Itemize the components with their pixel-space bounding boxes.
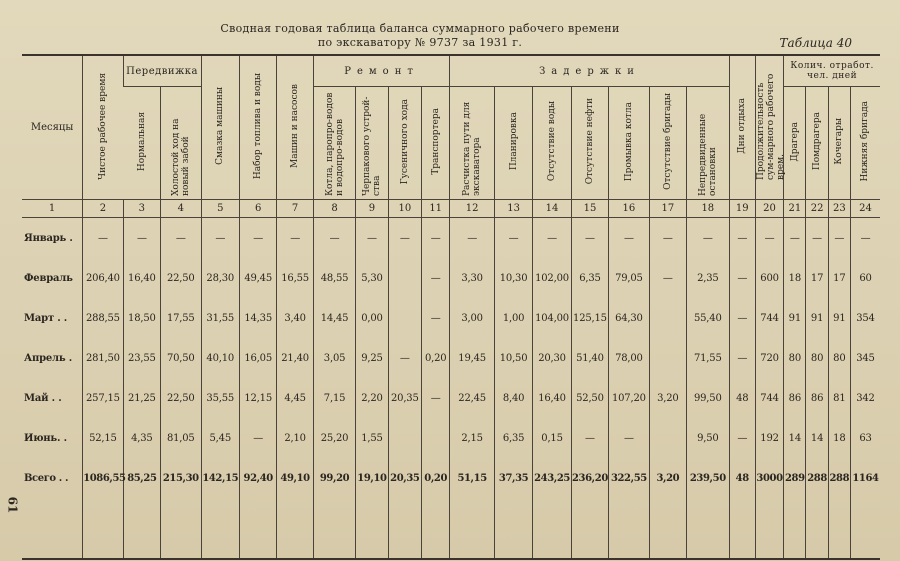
table-cell: 14 <box>784 418 806 458</box>
column-number: 23 <box>828 200 850 218</box>
column-number: 1 <box>22 200 83 218</box>
table-cell: — <box>533 218 571 259</box>
bottom-rule-cell <box>161 558 201 559</box>
col-header-15: Отсутствие нефти <box>571 87 608 200</box>
table-cell: — <box>388 338 421 378</box>
table-cell <box>388 258 421 298</box>
table-bottom-rule <box>22 558 880 559</box>
table-cell: 1,00 <box>494 298 532 338</box>
column-number: 6 <box>239 200 276 218</box>
table-cell: — <box>687 218 730 259</box>
column-number: 13 <box>494 200 532 218</box>
table-cell: 104,00 <box>533 298 571 338</box>
table-cell: 102,00 <box>533 258 571 298</box>
total-cell: 142,15 <box>201 458 239 498</box>
column-number: 14 <box>533 200 571 218</box>
table-cell: 35,55 <box>201 378 239 418</box>
table-cell: — <box>313 218 355 259</box>
col-header-8: Котла, паропро-водов и водопро-водов <box>313 87 355 200</box>
total-cell: 288 <box>828 458 850 498</box>
table-cell: 10,50 <box>494 338 532 378</box>
column-number: 11 <box>422 200 450 218</box>
table-cell: 16,40 <box>123 258 160 298</box>
total-cell: 1164 <box>850 458 880 498</box>
column-number: 18 <box>687 200 730 218</box>
table-cell <box>388 298 421 338</box>
table-cell: 78,00 <box>609 338 649 378</box>
table-cell: 17,55 <box>161 298 201 338</box>
col-header-9: Черпакового устрой-ства <box>356 87 388 200</box>
bottom-rule-cell <box>828 558 850 559</box>
table-cell: 125,15 <box>571 298 608 338</box>
column-number: 9 <box>356 200 388 218</box>
col-header-4: Холостой ход на новый забой <box>161 87 201 200</box>
table-cell: 345 <box>850 338 880 378</box>
table-cell: — <box>494 218 532 259</box>
empty-cell <box>755 498 783 558</box>
total-cell: 236,20 <box>571 458 608 498</box>
col-header-months: Месяцы <box>22 55 83 200</box>
table-row <box>22 298 880 338</box>
col-header-24: Нижняя бригада <box>850 87 880 200</box>
column-number: 3 <box>123 200 160 218</box>
table-cell: 18 <box>784 258 806 298</box>
column-number: 17 <box>649 200 686 218</box>
table-number-label: Таблица 40 <box>779 36 852 50</box>
bottom-rule-cell <box>22 558 83 559</box>
col-header-14: Отсутствие воды <box>533 87 571 200</box>
empty-cell <box>533 498 571 558</box>
table-cell: 2,20 <box>356 378 388 418</box>
bottom-rule-cell <box>494 558 532 559</box>
bottom-rule-cell <box>784 558 806 559</box>
total-cell: 3000 <box>755 458 783 498</box>
table-cell: 21,40 <box>277 338 313 378</box>
bottom-rule-cell <box>533 558 571 559</box>
total-cell: 19,10 <box>356 458 388 498</box>
column-number: 7 <box>277 200 313 218</box>
table-cell <box>388 418 421 458</box>
table-cell: 14,45 <box>313 298 355 338</box>
table-cell: 288,55 <box>83 298 123 338</box>
bottom-rule-cell <box>356 558 388 559</box>
table-cell: — <box>649 258 686 298</box>
column-number: 21 <box>784 200 806 218</box>
table-cell: 99,50 <box>687 378 730 418</box>
total-cell: 243,25 <box>533 458 571 498</box>
total-cell: 3,20 <box>649 458 686 498</box>
column-number: 16 <box>609 200 649 218</box>
group-repair: Ремонт <box>313 55 450 87</box>
column-number: 4 <box>161 200 201 218</box>
table-cell: — <box>729 218 755 259</box>
month-name: Март . . <box>24 312 68 324</box>
bottom-rule-cell <box>729 558 755 559</box>
total-cell: 49,10 <box>277 458 313 498</box>
table-cell: 342 <box>850 378 880 418</box>
bottom-rule-cell <box>755 558 783 559</box>
table-cell: — <box>729 298 755 338</box>
col-header-16: Промывка котла <box>609 87 649 200</box>
table-cell: 3,40 <box>277 298 313 338</box>
total-cell: 215,30 <box>161 458 201 498</box>
empty-cell <box>422 498 450 558</box>
month-name: Апрель . <box>24 352 73 364</box>
table-cell: 80 <box>784 338 806 378</box>
column-number: 22 <box>806 200 828 218</box>
empty-cell <box>649 498 686 558</box>
total-cell: 1086,55 <box>83 458 123 498</box>
table-cell: 16,55 <box>277 258 313 298</box>
table-cell: 7,15 <box>313 378 355 418</box>
table-cell: 3,00 <box>450 298 495 338</box>
table-cell: 52,15 <box>83 418 123 458</box>
empty-cell <box>494 498 532 558</box>
table-cell <box>649 418 686 458</box>
table-cell: 5,30 <box>356 258 388 298</box>
table-cell: 81 <box>828 378 850 418</box>
table-cell: 744 <box>755 378 783 418</box>
table-cell: 48,55 <box>313 258 355 298</box>
empty-cell <box>161 498 201 558</box>
table-cell: 91 <box>806 298 828 338</box>
col-header-2: Чистое рабочее время <box>83 55 123 200</box>
table-cell: 744 <box>755 298 783 338</box>
table-cell: 91 <box>784 298 806 338</box>
empty-cell <box>687 498 730 558</box>
table-cell: 6,35 <box>494 418 532 458</box>
table-body <box>22 218 880 459</box>
table-cell <box>422 418 450 458</box>
table-cell: — <box>422 218 450 259</box>
table-cell: 19,45 <box>450 338 495 378</box>
col-header-18: Непредвиденные остановки <box>687 87 730 200</box>
table-cell: 18,50 <box>123 298 160 338</box>
total-cell: 0,20 <box>422 458 450 498</box>
table-cell: — <box>755 218 783 259</box>
col-header-6: Набор топлива и воды <box>239 55 276 200</box>
table-cell: — <box>422 258 450 298</box>
empty-cell <box>388 498 421 558</box>
col-header-12: Расчистка пути для экскаватора <box>450 87 495 200</box>
table-cell: 14,35 <box>239 298 276 338</box>
table-cell: 2,35 <box>687 258 730 298</box>
table-cell: 86 <box>784 378 806 418</box>
group-workers: Колич. отработ. чел. дней <box>784 55 880 87</box>
empty-cell <box>609 498 649 558</box>
table-cell: 80 <box>806 338 828 378</box>
column-number: 24 <box>850 200 880 218</box>
table-cell: 17 <box>806 258 828 298</box>
col-header-11: Транспортера <box>422 87 450 200</box>
empty-cell <box>123 498 160 558</box>
bottom-rule-cell <box>850 558 880 559</box>
month-name: Май . . <box>24 392 62 404</box>
total-cell: 289 <box>784 458 806 498</box>
total-cell: 92,40 <box>239 458 276 498</box>
total-cell: 51,15 <box>450 458 495 498</box>
table-cell: 3,20 <box>649 378 686 418</box>
month-name: Январь . <box>24 232 73 244</box>
table-cell: 49,45 <box>239 258 276 298</box>
table-cell: 0,00 <box>356 298 388 338</box>
column-numbers-row <box>22 200 880 218</box>
col-header-23: Кочегары <box>828 87 850 200</box>
col-header-7: Машин и насосов <box>277 55 313 200</box>
col-header-19: Дни отдыха <box>729 55 755 200</box>
bottom-rule-cell <box>123 558 160 559</box>
total-label: Всего . . <box>24 472 69 484</box>
table-cell: — <box>806 218 828 259</box>
table-tail <box>22 498 880 558</box>
table-cell: 51,40 <box>571 338 608 378</box>
col-header-21: Драгера <box>784 87 806 200</box>
table-cell: 0,20 <box>422 338 450 378</box>
empty-cell <box>828 498 850 558</box>
column-number: 8 <box>313 200 355 218</box>
bottom-rule-cell <box>277 558 313 559</box>
table-cell: — <box>356 218 388 259</box>
table-cell: 79,05 <box>609 258 649 298</box>
column-number: 20 <box>755 200 783 218</box>
table-cell: 206,40 <box>83 258 123 298</box>
table-cell: 354 <box>850 298 880 338</box>
table-cell: 80 <box>828 338 850 378</box>
table-cell: 64,30 <box>609 298 649 338</box>
table-cell: — <box>609 218 649 259</box>
table-cell: — <box>571 418 608 458</box>
table-cell: 18 <box>828 418 850 458</box>
table-cell: 23,55 <box>123 338 160 378</box>
table-cell: 3,05 <box>313 338 355 378</box>
table-cell: 6,35 <box>571 258 608 298</box>
column-number: 19 <box>729 200 755 218</box>
table-cell: 14 <box>806 418 828 458</box>
table-cell: — <box>388 218 421 259</box>
bottom-rule-cell <box>239 558 276 559</box>
table-cell: 12,15 <box>239 378 276 418</box>
col-header-22: Помдрагера <box>806 87 828 200</box>
empty-cell <box>806 498 828 558</box>
table-cell: — <box>729 258 755 298</box>
table-cell: 28,30 <box>201 258 239 298</box>
col-header-10: Гусеничного хода <box>388 87 421 200</box>
table-cell: 55,40 <box>687 298 730 338</box>
bottom-rule-cell <box>201 558 239 559</box>
empty-cell <box>83 498 123 558</box>
table-row <box>22 258 880 298</box>
column-number: 5 <box>201 200 239 218</box>
empty-cell <box>313 498 355 558</box>
table-cell: — <box>609 418 649 458</box>
total-cell: 322,55 <box>609 458 649 498</box>
table-cell: 22,45 <box>450 378 495 418</box>
balance-table <box>22 54 880 560</box>
empty-cell <box>201 498 239 558</box>
month-name: Февраль <box>24 272 73 284</box>
empty-cell <box>356 498 388 558</box>
empty-cell <box>239 498 276 558</box>
col-header-17: Отсутствие бригады <box>649 87 686 200</box>
bottom-rule-cell <box>422 558 450 559</box>
table-cell <box>649 298 686 338</box>
table-title <box>180 22 660 50</box>
table-row <box>22 418 880 458</box>
col-header-13: Планировка <box>494 87 532 200</box>
bottom-rule-cell <box>450 558 495 559</box>
total-cell: 48 <box>729 458 755 498</box>
table-cell: 281,50 <box>83 338 123 378</box>
table-cell: 40,10 <box>201 338 239 378</box>
table-cell: — <box>649 218 686 259</box>
bottom-rule-cell <box>571 558 608 559</box>
table-cell: 63 <box>850 418 880 458</box>
total-cell: 288 <box>806 458 828 498</box>
empty-cell <box>22 498 83 558</box>
table-cell: 70,50 <box>161 338 201 378</box>
table-cell: 192 <box>755 418 783 458</box>
table-cell: 9,50 <box>687 418 730 458</box>
table-cell: 21,25 <box>123 378 160 418</box>
table-cell: 2,10 <box>277 418 313 458</box>
empty-cell <box>850 498 880 558</box>
table-cell: 48 <box>729 378 755 418</box>
table-cell: 5,45 <box>201 418 239 458</box>
table-cell: — <box>729 338 755 378</box>
table-cell: — <box>450 218 495 259</box>
empty-cell <box>729 498 755 558</box>
table-cell: 0,15 <box>533 418 571 458</box>
group-delays: Задержки <box>450 55 729 87</box>
bottom-rule-cell <box>609 558 649 559</box>
empty-cell <box>571 498 608 558</box>
table-row <box>22 218 880 259</box>
table-cell: 107,20 <box>609 378 649 418</box>
table-row <box>22 378 880 418</box>
table-cell: 257,15 <box>83 378 123 418</box>
table-cell: 3,30 <box>450 258 495 298</box>
table-cell: — <box>571 218 608 259</box>
title-line-2: по экскаватору № 9737 за 1931 г. <box>317 36 523 49</box>
col-header-20: Продолжительность сум-марного рабочего врем. <box>755 55 783 200</box>
table-cell: 8,40 <box>494 378 532 418</box>
table-cell: 91 <box>828 298 850 338</box>
group-movement: Передвижка <box>123 55 201 87</box>
total-row <box>22 458 880 498</box>
table-cell: — <box>850 218 880 259</box>
table-cell: — <box>239 218 276 259</box>
table-cell: 1,55 <box>356 418 388 458</box>
empty-cell <box>784 498 806 558</box>
month-name: Июнь. . <box>24 432 67 444</box>
column-number: 10 <box>388 200 421 218</box>
table-cell: — <box>729 418 755 458</box>
table-cell: — <box>201 218 239 259</box>
table-cell: 60 <box>850 258 880 298</box>
column-number: 2 <box>83 200 123 218</box>
title-line-1: Сводная годовая таблица баланса суммарного рабочего времени <box>220 22 620 35</box>
table-cell: 86 <box>806 378 828 418</box>
col-header-3: Нормальная <box>136 111 147 172</box>
table-cell: — <box>784 218 806 259</box>
table-cell: 600 <box>755 258 783 298</box>
table-cell: — <box>828 218 850 259</box>
table-cell <box>649 338 686 378</box>
table-cell: 17 <box>828 258 850 298</box>
bottom-rule-cell <box>313 558 355 559</box>
table-cell: 71,55 <box>687 338 730 378</box>
table-cell: 20,30 <box>533 338 571 378</box>
table-cell: 10,30 <box>494 258 532 298</box>
table-row <box>22 338 880 378</box>
table-cell: 2,15 <box>450 418 495 458</box>
table-cell: — <box>422 378 450 418</box>
total-cell: 85,25 <box>123 458 160 498</box>
table-cell: 52,50 <box>571 378 608 418</box>
table-cell: 4,35 <box>123 418 160 458</box>
table-cell: — <box>422 298 450 338</box>
table-cell: 9,25 <box>356 338 388 378</box>
total-cell: 99,20 <box>313 458 355 498</box>
page-number: 61 <box>5 496 20 514</box>
header-row-groups <box>22 55 880 87</box>
bottom-rule-cell <box>83 558 123 559</box>
table-cell: 25,20 <box>313 418 355 458</box>
table-cell: 31,55 <box>201 298 239 338</box>
table-cell: 16,05 <box>239 338 276 378</box>
column-number: 12 <box>450 200 495 218</box>
total-cell: 239,50 <box>687 458 730 498</box>
table-cell: — <box>123 218 160 259</box>
table-cell: — <box>277 218 313 259</box>
table-cell: 81,05 <box>161 418 201 458</box>
bottom-rule-cell <box>687 558 730 559</box>
table-cell: — <box>161 218 201 259</box>
empty-cell <box>450 498 495 558</box>
empty-cell <box>277 498 313 558</box>
bottom-rule-cell <box>649 558 686 559</box>
total-cell: 20,35 <box>388 458 421 498</box>
table-cell: 22,50 <box>161 378 201 418</box>
table-cell: 720 <box>755 338 783 378</box>
table-cell: 16,40 <box>533 378 571 418</box>
table-cell: — <box>83 218 123 259</box>
column-number: 15 <box>571 200 608 218</box>
col-header-5: Смазка машины <box>201 55 239 200</box>
table-cell: 4,45 <box>277 378 313 418</box>
bottom-rule-cell <box>806 558 828 559</box>
table-cell: — <box>239 418 276 458</box>
bottom-rule-cell <box>388 558 421 559</box>
table-cell: 20,35 <box>388 378 421 418</box>
table-cell: 22,50 <box>161 258 201 298</box>
total-cell: 37,35 <box>494 458 532 498</box>
